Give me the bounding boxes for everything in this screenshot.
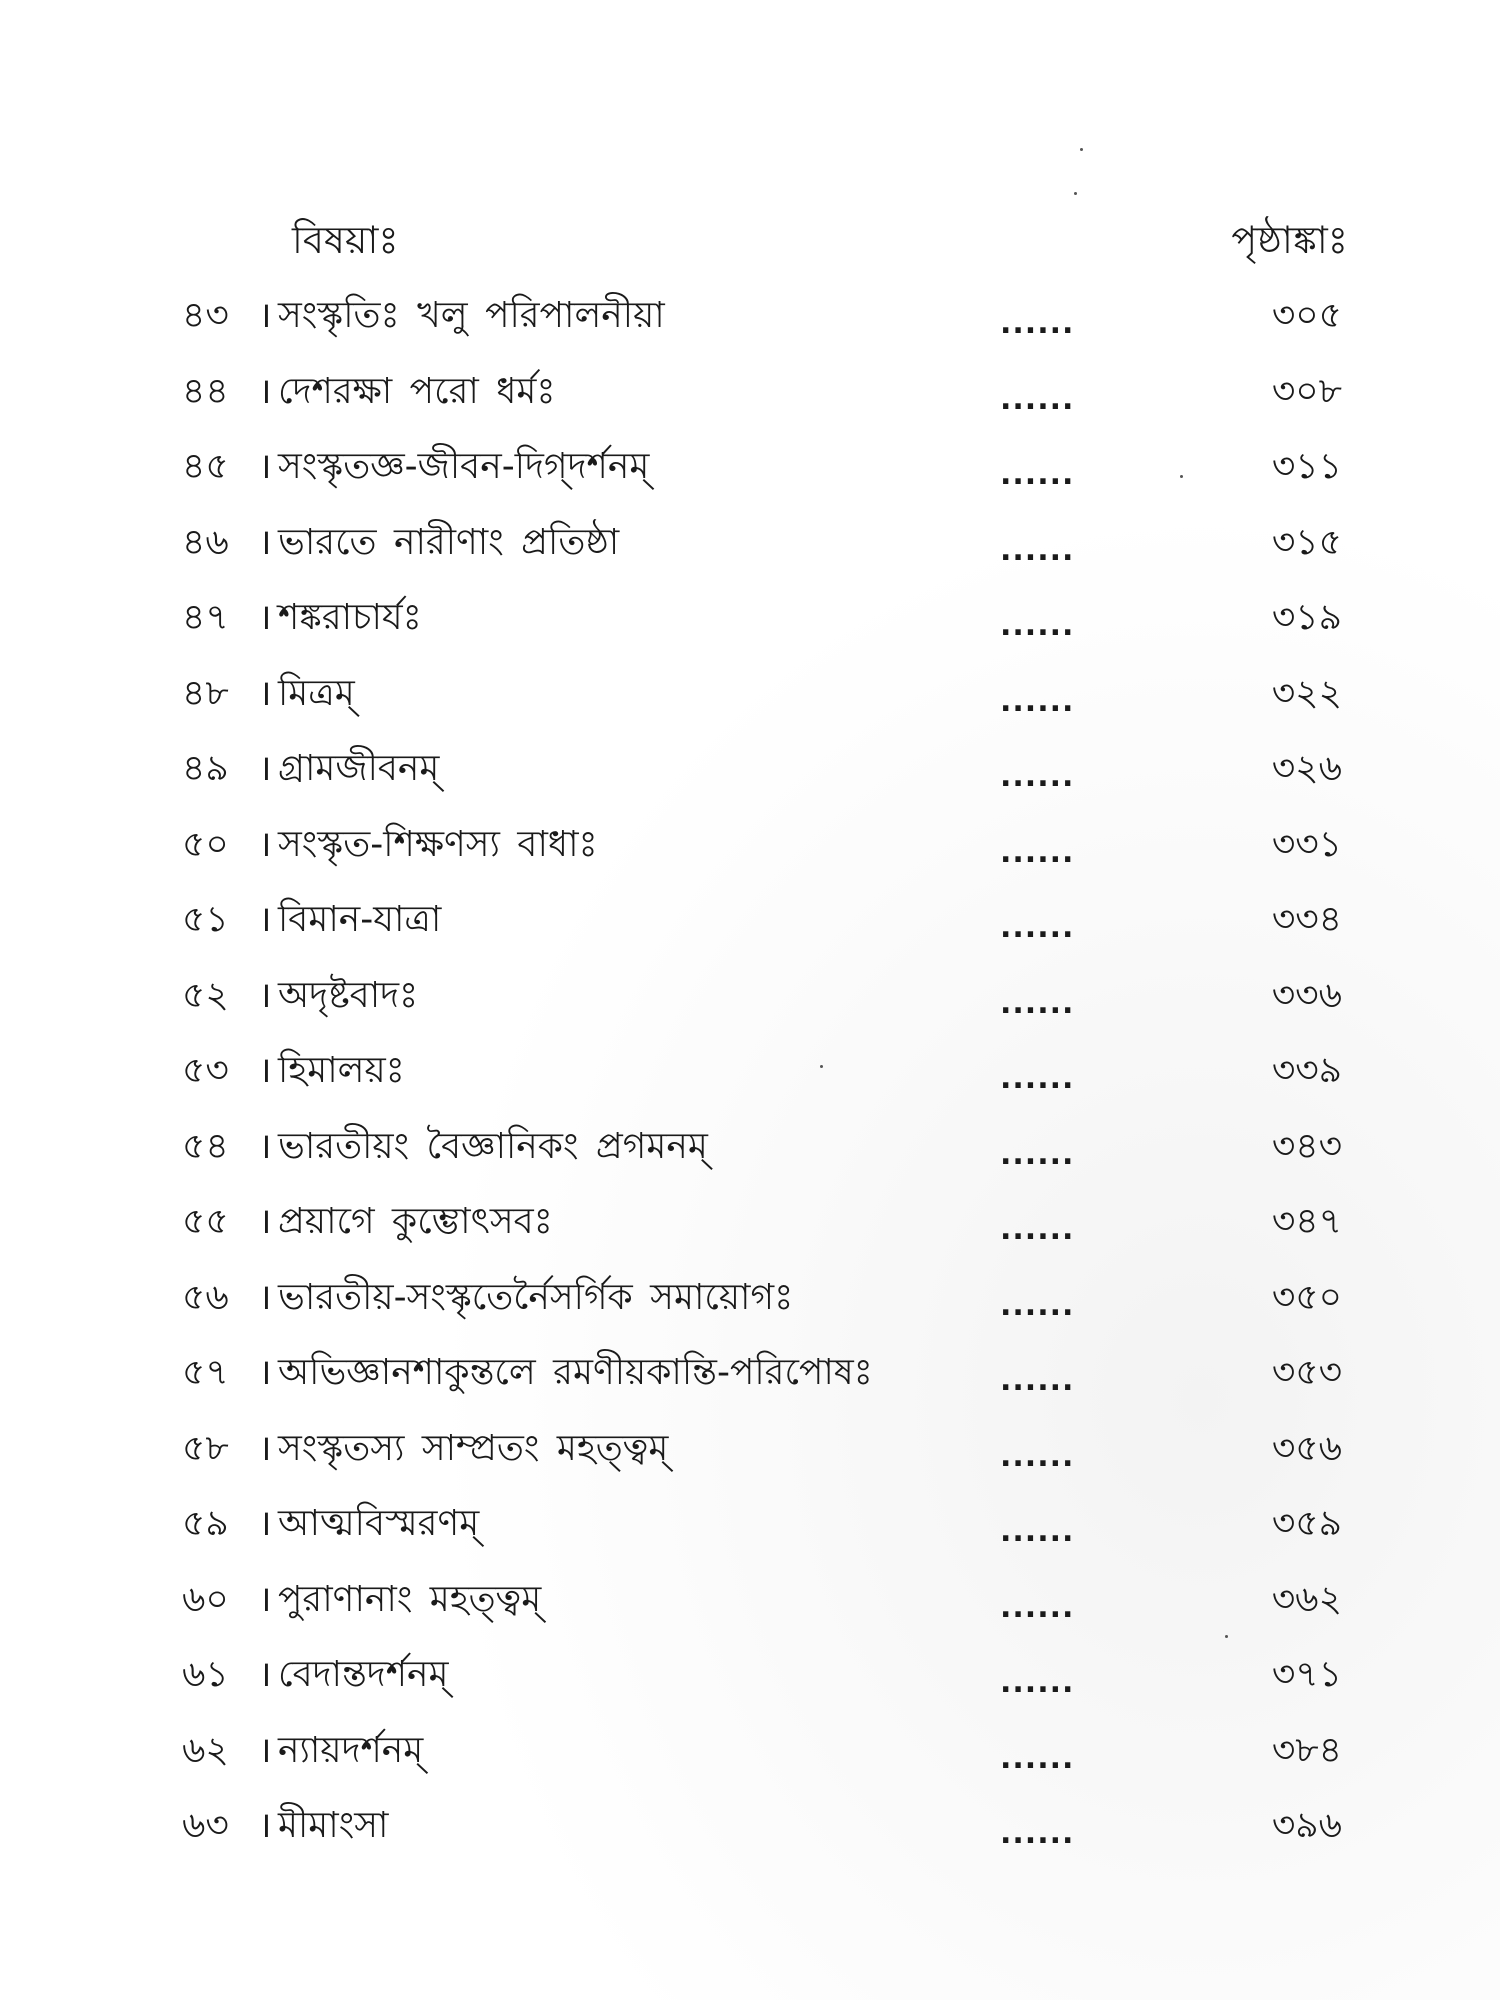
toc-entry xyxy=(0,1488,1500,1564)
toc-entry xyxy=(0,280,1500,356)
entry-page-number: ৩৭১ xyxy=(1271,1654,1342,1695)
entry-separator: । xyxy=(258,1276,272,1318)
entry-number: ৫৭ xyxy=(182,1352,229,1393)
dot-leader: ...... xyxy=(1000,1287,1075,1323)
entry-title: ন্যায়দর্শনম্‌ xyxy=(278,1729,424,1771)
toc-entry xyxy=(0,1639,1500,1715)
entry-title: সংস্কৃতজ্ঞ-জীবন-দিগ্‌দর্শনম্‌ xyxy=(278,446,650,487)
entry-page-number: ৩৩৪ xyxy=(1271,899,1342,940)
dot-leader: ...... xyxy=(1000,381,1075,417)
entry-title: ভারতীয়-সংস্কৃতের্নৈসর্গিক সমায়োগঃ xyxy=(278,1276,794,1318)
entry-separator: । xyxy=(258,446,272,487)
entry-page-number: ৩৫৩ xyxy=(1271,1352,1342,1393)
entry-separator: । xyxy=(258,1050,272,1091)
entry-page-number: ৩৫৬ xyxy=(1271,1427,1342,1469)
toc-entry xyxy=(0,582,1500,658)
dot-leader: ...... xyxy=(1000,683,1075,719)
entry-page-number: ৩৪৩ xyxy=(1271,1125,1342,1167)
entry-separator: । xyxy=(258,1352,272,1393)
toc-entry xyxy=(0,658,1500,734)
entry-separator: । xyxy=(258,1201,272,1242)
toc-entry xyxy=(0,356,1500,432)
dot-leader: ...... xyxy=(1000,759,1075,794)
entry-title: মিত্রম্‌ xyxy=(278,672,355,714)
entry-separator: । xyxy=(258,295,272,336)
entry-number: ৫২ xyxy=(182,974,229,1016)
entry-number: ৪৮ xyxy=(182,672,229,714)
entry-page-number: ৩১১ xyxy=(1271,446,1342,487)
entry-title: পুরাণানাং মহত্ত্বম্‌ xyxy=(278,1578,542,1620)
entry-separator: । xyxy=(258,748,272,789)
toc-entry xyxy=(0,1715,1500,1791)
toc-entry xyxy=(0,1111,1500,1187)
entry-title: মীমাংসা xyxy=(278,1805,389,1846)
entry-title: হিমালয়ঃ xyxy=(278,1050,405,1091)
entry-separator: । xyxy=(258,1729,272,1771)
entry-number: ৪৫ xyxy=(182,446,229,487)
entry-page-number: ৩১৫ xyxy=(1271,521,1342,563)
entry-number: ৫৫ xyxy=(182,1201,229,1242)
entry-number: ৬৩ xyxy=(182,1805,229,1846)
entry-title: বিমান-যাত্রা xyxy=(278,899,442,940)
entry-number: ৫৯ xyxy=(182,1503,229,1544)
entry-number: ৪৬ xyxy=(182,521,229,563)
toc-entry xyxy=(0,1035,1500,1111)
entry-title: অভিজ্ঞানশাকুন্তলে রমণীয়কান্তি-পরিপোষঃ xyxy=(278,1352,873,1393)
entry-title: ভারতে নারীণাং প্রতিষ্ঠা xyxy=(278,521,620,563)
dot-leader: ...... xyxy=(1000,1816,1075,1851)
entry-number: ৬২ xyxy=(182,1729,229,1771)
entry-page-number: ৩২৬ xyxy=(1271,748,1342,789)
dot-leader: ...... xyxy=(1000,306,1075,341)
entry-separator: । xyxy=(258,823,272,865)
entry-title: অদৃষ্টবাদঃ xyxy=(278,974,419,1016)
entry-page-number: ৩৬২ xyxy=(1271,1578,1342,1620)
entry-page-number: ৩৪৭ xyxy=(1271,1201,1342,1242)
dot-leader: ...... xyxy=(1000,1589,1075,1625)
entry-page-number: ৩১৯ xyxy=(1271,597,1342,638)
toc-entry xyxy=(0,1262,1500,1338)
dot-leader: ...... xyxy=(1000,1514,1075,1549)
print-speck xyxy=(1074,192,1077,195)
dot-leader: ...... xyxy=(1000,910,1075,945)
entry-separator: । xyxy=(258,1805,272,1846)
toc-entry xyxy=(0,431,1500,507)
entry-page-number: ৩০৫ xyxy=(1271,295,1342,336)
entry-number: ৫৮ xyxy=(182,1427,229,1469)
entry-number: ৪৭ xyxy=(182,597,229,638)
toc-entry xyxy=(0,1413,1500,1489)
toc-entry xyxy=(0,960,1500,1036)
entry-separator: । xyxy=(258,1125,272,1167)
toc-entry xyxy=(0,809,1500,885)
table-of-contents xyxy=(0,280,1500,1866)
dot-leader: ...... xyxy=(1000,1363,1075,1398)
entry-number: ৪৪ xyxy=(182,370,229,412)
dot-leader: ...... xyxy=(1000,1665,1075,1700)
entry-page-number: ৩৫৯ xyxy=(1271,1503,1342,1544)
dot-leader: ...... xyxy=(1000,1136,1075,1172)
dot-leader: ...... xyxy=(1000,457,1075,492)
entry-title: সংস্কৃতিঃ খলু পরিপালনীয়া xyxy=(278,295,665,336)
toc-entry xyxy=(0,1186,1500,1262)
entry-page-number: ৩৮৪ xyxy=(1271,1729,1342,1771)
entry-separator: । xyxy=(258,1503,272,1544)
entry-number: ৫০ xyxy=(182,823,229,865)
entry-title: ভারতীয়ং বৈজ্ঞানিকং প্রগমনম্‌ xyxy=(278,1125,708,1167)
print-speck xyxy=(1080,148,1083,151)
dot-leader: ...... xyxy=(1000,1212,1075,1247)
entry-number: ৪৩ xyxy=(182,295,229,336)
entry-page-number: ৩৯৬ xyxy=(1271,1805,1342,1846)
toc-entry xyxy=(0,1564,1500,1640)
dot-leader: ...... xyxy=(1000,608,1075,643)
entry-title: বেদান্তদর্শনম্‌ xyxy=(278,1654,449,1695)
toc-header xyxy=(0,210,1500,270)
entry-separator: । xyxy=(258,1654,272,1695)
entry-separator: । xyxy=(258,521,272,563)
subject-column-heading: বিষয়াঃ xyxy=(292,218,399,262)
entry-number: ৫৬ xyxy=(182,1276,229,1318)
entry-title: প্রয়াগে কুম্ভোৎসবঃ xyxy=(278,1201,553,1242)
entry-separator: । xyxy=(258,597,272,638)
entry-title: আত্মবিস্মরণম্‌ xyxy=(278,1503,480,1544)
toc-entry xyxy=(0,1790,1500,1866)
toc-entry xyxy=(0,1337,1500,1413)
dot-leader: ...... xyxy=(1000,1438,1075,1474)
entry-separator: । xyxy=(258,1578,272,1620)
toc-entry xyxy=(0,733,1500,809)
entry-title: শঙ্করাচার্যঃ xyxy=(278,597,422,638)
dot-leader: ...... xyxy=(1000,834,1075,870)
dot-leader: ...... xyxy=(1000,1740,1075,1776)
entry-number: ৫৪ xyxy=(182,1125,229,1167)
entry-title: দেশরক্ষা পরো ধর্মঃ xyxy=(278,370,556,412)
entry-page-number: ৩৩১ xyxy=(1271,823,1342,865)
entry-title: সংস্কৃতস্য সাম্প্রতং মহত্ত্বম্‌ xyxy=(278,1427,669,1469)
entry-number: ৫১ xyxy=(182,899,229,940)
toc-entry xyxy=(0,507,1500,583)
dot-leader: ...... xyxy=(1000,1061,1075,1096)
dot-leader: ...... xyxy=(1000,532,1075,568)
entry-separator: । xyxy=(258,1427,272,1469)
entry-title: সংস্কৃত-শিক্ষণস্য বাধাঃ xyxy=(278,823,598,865)
entry-separator: । xyxy=(258,974,272,1016)
entry-separator: । xyxy=(258,899,272,940)
toc-entry xyxy=(0,884,1500,960)
entry-number: ৬১ xyxy=(182,1654,229,1695)
entry-page-number: ৩২২ xyxy=(1271,672,1342,714)
entry-separator: । xyxy=(258,370,272,412)
entry-number: ৪৯ xyxy=(182,748,229,789)
entry-page-number: ৩৩৬ xyxy=(1271,974,1342,1016)
entry-page-number: ৩৫০ xyxy=(1271,1276,1342,1318)
dot-leader: ...... xyxy=(1000,985,1075,1021)
entry-number: ৬০ xyxy=(182,1578,229,1620)
entry-number: ৫৩ xyxy=(182,1050,229,1091)
entry-title: গ্রামজীবনম্‌ xyxy=(278,748,440,789)
entry-page-number: ৩৩৯ xyxy=(1271,1050,1342,1091)
entry-separator: । xyxy=(258,672,272,714)
entry-page-number: ৩০৮ xyxy=(1271,370,1342,412)
page-column-heading: পৃষ্ঠাঙ্কাঃ xyxy=(1231,218,1348,262)
